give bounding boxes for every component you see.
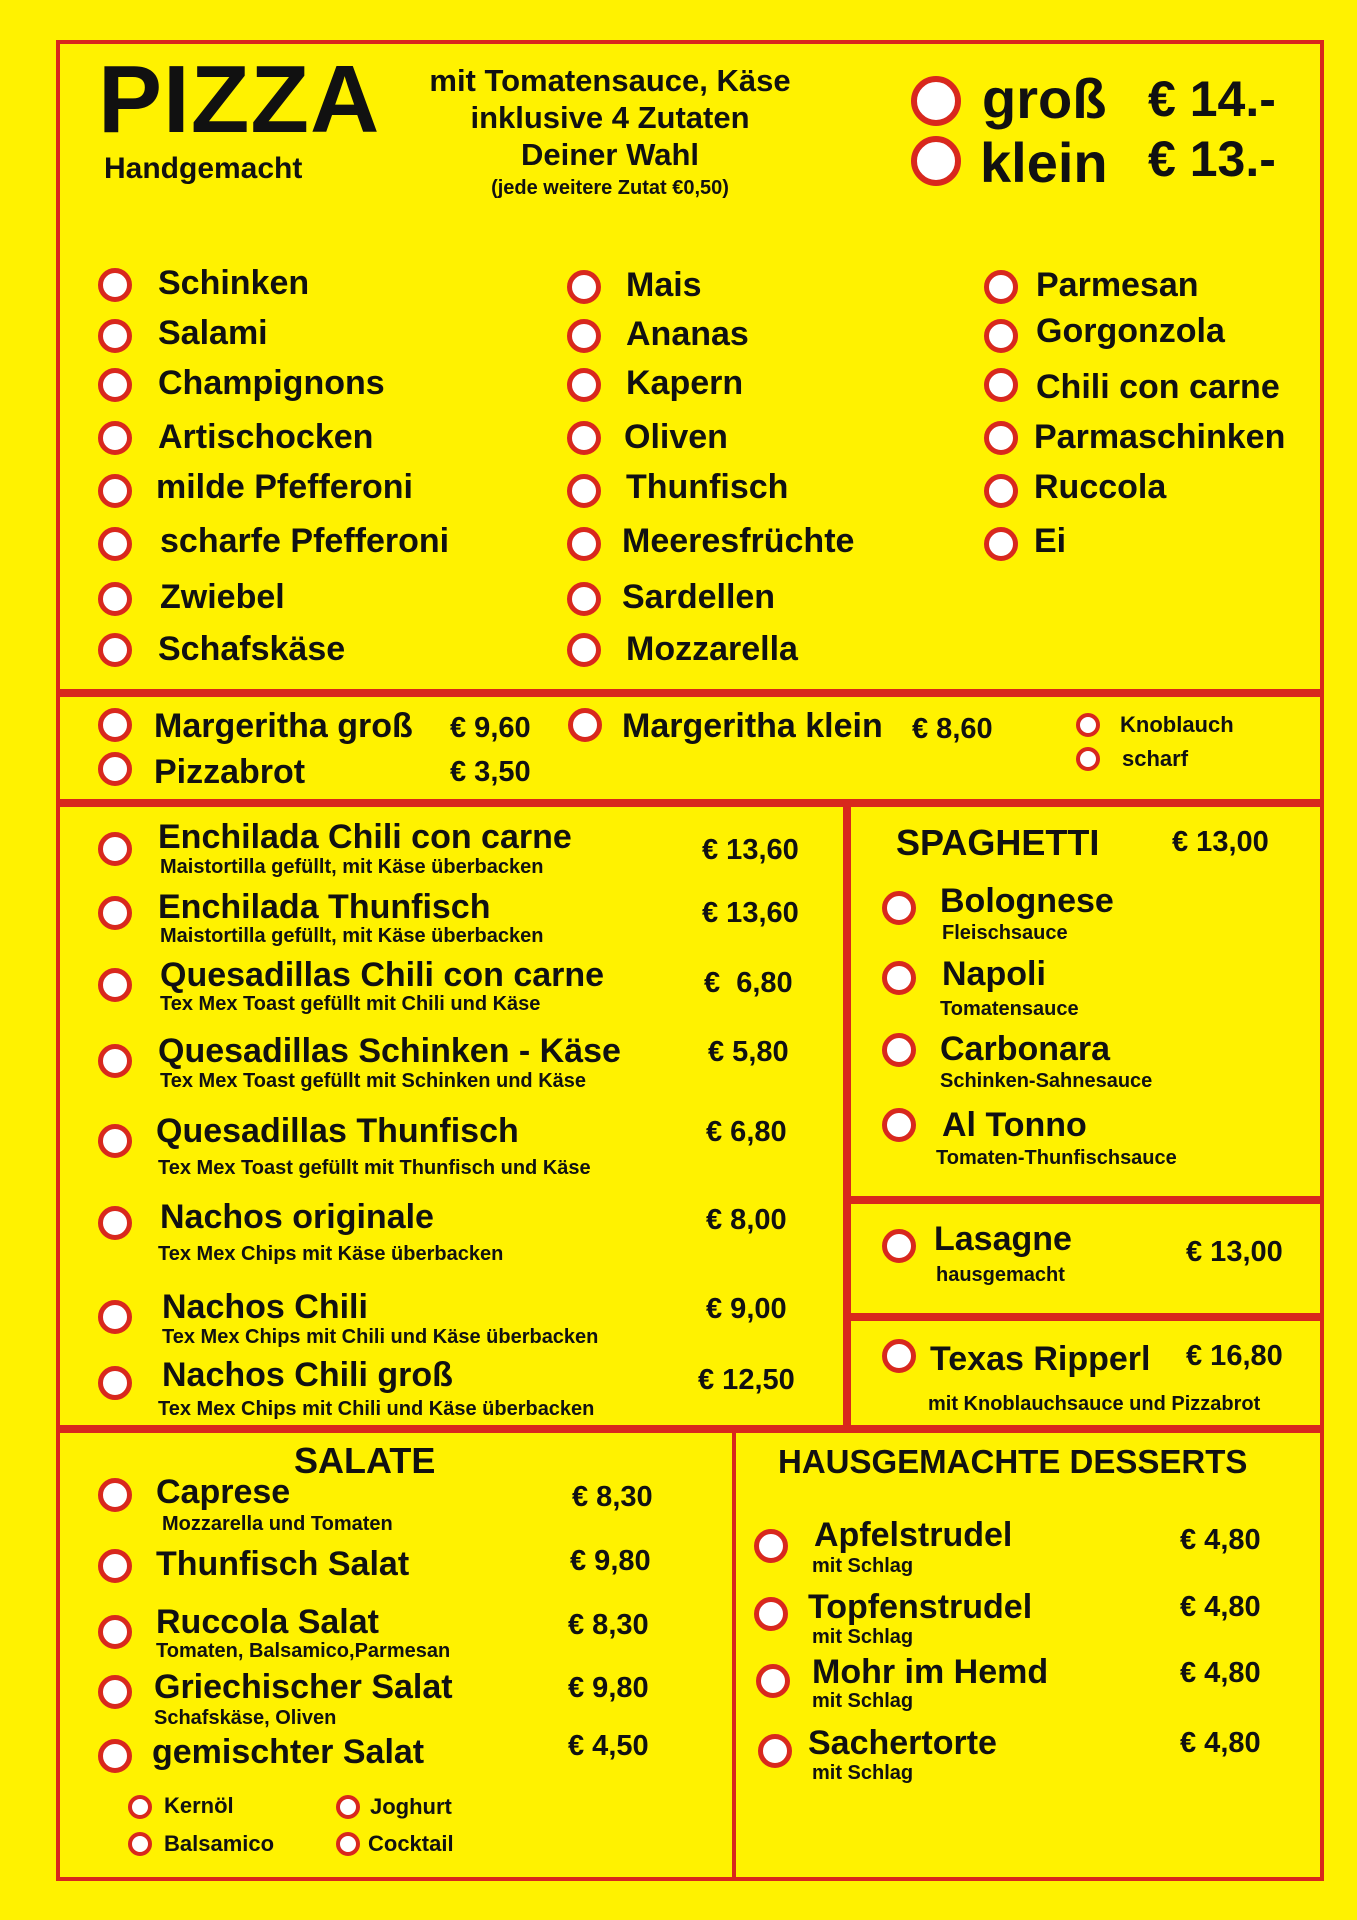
margeritha-gross-radio[interactable] — [98, 708, 132, 742]
topping-radio[interactable] — [567, 270, 601, 304]
lasagne-name: Lasagne — [934, 1220, 1072, 1258]
topping-label: scharfe Pfefferoni — [160, 522, 450, 560]
topping-label: Mais — [626, 266, 702, 304]
texmex-item-price: € 9,00 — [706, 1293, 787, 1325]
salate-title: SALATE — [294, 1440, 436, 1481]
option-label: scharf — [1122, 746, 1189, 771]
pizza-info-line: Deiner Wahl — [521, 137, 699, 172]
size-klein-radio[interactable] — [911, 136, 961, 186]
spaghetti-price: € 13,00 — [1172, 826, 1269, 858]
option-radio[interactable] — [1076, 713, 1100, 737]
topping-radio[interactable] — [98, 368, 132, 402]
spaghetti-radio[interactable] — [882, 1033, 916, 1067]
ripperl-desc: mit Knoblauchsauce und Pizzabrot — [928, 1393, 1261, 1415]
topping-label: Artischocken — [158, 418, 374, 456]
spaghetti-title: SPAGHETTI — [896, 822, 1100, 863]
texmex-item-name: Quesadillas Schinken - Käse — [158, 1032, 621, 1070]
topping-radio[interactable] — [984, 527, 1018, 561]
size-gross-label: groß — [982, 67, 1107, 130]
salat-radio[interactable] — [98, 1739, 132, 1773]
topping-radio[interactable] — [567, 633, 601, 667]
topping-label: Kapern — [626, 364, 744, 402]
texmex-item-desc: Maistortilla gefüllt, mit Käse überbacken — [160, 856, 544, 878]
basic-item-name: Margeritha groß — [154, 707, 413, 745]
texmex-item-name: Nachos originale — [160, 1198, 434, 1236]
size-gross-price: € 14.- — [1148, 71, 1276, 127]
size-gross-radio[interactable] — [911, 76, 961, 126]
margeritha-klein-radio[interactable] — [568, 708, 602, 742]
salat-radio[interactable] — [98, 1478, 132, 1512]
texmex-radio[interactable] — [98, 832, 132, 866]
texmex-radio[interactable] — [98, 1124, 132, 1158]
dessert-item-name: Mohr im Hemd — [812, 1653, 1049, 1691]
texmex-item-name: Quesadillas Chili con carne — [160, 956, 605, 994]
texmex-item-desc: Maistortilla gefüllt, mit Käse überbacken — [160, 925, 544, 947]
salat-item-desc: Mozzarella und Tomaten — [162, 1513, 393, 1535]
dressing-label: Cocktail — [368, 1831, 454, 1856]
topping-radio[interactable] — [98, 527, 132, 561]
dressing-radio[interactable] — [128, 1795, 152, 1819]
dessert-item-desc: mit Schlag — [812, 1626, 914, 1648]
size-klein-label: klein — [980, 131, 1108, 194]
topping-radio[interactable] — [567, 421, 601, 455]
texmex-item-price: € 6,80 — [706, 1116, 787, 1148]
basic-item-price: € 3,50 — [450, 756, 531, 788]
texmex-radio[interactable] — [98, 896, 132, 930]
spaghetti-radio[interactable] — [882, 891, 916, 925]
topping-label: Sardellen — [622, 578, 776, 616]
topping-radio[interactable] — [984, 319, 1018, 353]
topping-radio[interactable] — [984, 421, 1018, 455]
dessert-item-name: Apfelstrudel — [814, 1516, 1013, 1554]
dressing-radio[interactable] — [128, 1832, 152, 1856]
dessert-radio[interactable] — [754, 1529, 788, 1563]
texmex-item-price: € 5,80 — [708, 1036, 789, 1068]
topping-label: Parmaschinken — [1034, 418, 1286, 456]
texmex-radio[interactable] — [98, 968, 132, 1002]
salat-item-name: Caprese — [156, 1473, 291, 1511]
topping-label: Parmesan — [1036, 266, 1199, 304]
topping-label: Chili con carne — [1036, 368, 1280, 406]
dressing-label: Balsamico — [164, 1831, 275, 1856]
texmex-item-price: € 6,80 — [704, 967, 793, 999]
topping-radio[interactable] — [98, 421, 132, 455]
spaghetti-item-desc: Schinken-Sahnesauce — [940, 1070, 1153, 1092]
topping-radio[interactable] — [98, 268, 132, 302]
topping-label: Salami — [158, 314, 268, 352]
desserts-title: HAUSGEMACHTE DESSERTS — [778, 1443, 1248, 1480]
topping-label: Ananas — [626, 315, 749, 353]
texmex-item-desc: Tex Mex Chips mit Chili und Käse überbacken — [158, 1398, 595, 1420]
texmex-item-name: Quesadillas Thunfisch — [156, 1112, 519, 1150]
texmex-item-price: € 8,00 — [706, 1204, 787, 1236]
dessert-radio[interactable] — [758, 1734, 792, 1768]
texmex-radio[interactable] — [98, 1300, 132, 1334]
texmex-item-price: € 12,50 — [698, 1364, 795, 1396]
option-radio[interactable] — [1076, 747, 1100, 771]
topping-label: Thunfisch — [626, 468, 789, 506]
basic-item-name: Pizzabrot — [154, 753, 306, 791]
topping-radio[interactable] — [98, 319, 132, 353]
dressing-radio[interactable] — [336, 1832, 360, 1856]
ripperl-price: € 16,80 — [1186, 1340, 1283, 1372]
dessert-item-name: Sachertorte — [808, 1724, 997, 1762]
pizza-title: PIZZA — [98, 46, 381, 153]
dessert-item-name: Topfenstrudel — [808, 1588, 1033, 1626]
dessert-item-desc: mit Schlag — [812, 1555, 914, 1577]
topping-radio[interactable] — [567, 474, 601, 508]
topping-label: Champignons — [158, 364, 385, 402]
texmex-item-name: Nachos Chili — [162, 1288, 368, 1326]
dessert-item-price: € 4,80 — [1180, 1591, 1261, 1623]
spaghetti-item-desc: Fleischsauce — [942, 922, 1068, 944]
texmex-item-desc: Tex Mex Toast gefüllt mit Thunfisch und Käse — [158, 1157, 591, 1179]
texmex-item-desc: Tex Mex Chips mit Chili und Käse überbacken — [162, 1326, 599, 1348]
topping-radio[interactable] — [98, 633, 132, 667]
spaghetti-radio[interactable] — [882, 961, 916, 995]
salat-item-name: Griechischer Salat — [154, 1668, 453, 1706]
spaghetti-radio[interactable] — [882, 1108, 916, 1142]
size-klein-price: € 13.- — [1148, 131, 1276, 187]
topping-label: Mozzarella — [626, 630, 798, 668]
topping-radio[interactable] — [567, 582, 601, 616]
salat-item-name: gemischter Salat — [152, 1733, 425, 1771]
pizza-info — [420, 62, 800, 203]
salat-item-price: € 4,50 — [568, 1730, 649, 1762]
texmex-item-name: Enchilada Thunfisch — [158, 888, 491, 926]
texmex-item-desc: Tex Mex Chips mit Käse überbacken — [158, 1243, 504, 1265]
salat-item-name: Thunfisch Salat — [156, 1545, 410, 1583]
salat-item-price: € 9,80 — [570, 1545, 651, 1577]
spaghetti-item-desc: Tomaten-Thunfischsauce — [936, 1147, 1177, 1169]
spaghetti-item-name: Bolognese — [940, 882, 1114, 920]
topping-label: Schinken — [158, 264, 310, 302]
salat-item-desc: Schafskäse, Oliven — [154, 1707, 337, 1729]
pizza-info-line: mit Tomatensauce, Käse — [429, 63, 791, 98]
topping-label: Gorgonzola — [1036, 312, 1225, 350]
basic-item-price: € 8,60 — [912, 713, 993, 745]
spaghetti-item-name: Carbonara — [940, 1030, 1111, 1068]
dessert-item-price: € 4,80 — [1180, 1524, 1261, 1556]
texmex-item-desc: Tex Mex Toast gefüllt mit Schinken und Käse — [160, 1070, 587, 1092]
spaghetti-item-desc: Tomatensauce — [940, 998, 1079, 1020]
option-label: Knoblauch — [1120, 712, 1234, 737]
topping-radio[interactable] — [984, 368, 1018, 402]
dessert-item-price: € 4,80 — [1180, 1657, 1261, 1689]
pizza-info-line: inklusive 4 Zutaten — [470, 100, 750, 135]
lasagne-price: € 13,00 — [1186, 1236, 1283, 1268]
salat-item-name: Ruccola Salat — [156, 1603, 379, 1641]
topping-label: Schafskäse — [158, 630, 346, 668]
spaghetti-item-name: Al Tonno — [942, 1106, 1087, 1144]
topping-label: Meeresfrüchte — [622, 522, 855, 560]
topping-radio[interactable] — [984, 270, 1018, 304]
topping-label: Zwiebel — [160, 578, 285, 616]
topping-radio[interactable] — [98, 474, 132, 508]
salat-item-price: € 8,30 — [572, 1481, 653, 1513]
basic-item-name: Margeritha klein — [622, 707, 883, 745]
spaghetti-item-name: Napoli — [942, 955, 1046, 993]
pizzabrot-radio[interactable] — [98, 752, 132, 786]
topping-label: Oliven — [624, 418, 728, 456]
salat-item-price: € 9,80 — [568, 1672, 649, 1704]
topping-radio[interactable] — [567, 368, 601, 402]
salat-radio[interactable] — [98, 1675, 132, 1709]
dessert-item-desc: mit Schlag — [812, 1762, 914, 1784]
salat-item-price: € 8,30 — [568, 1609, 649, 1641]
dessert-item-price: € 4,80 — [1180, 1727, 1261, 1759]
topping-radio[interactable] — [98, 582, 132, 616]
topping-label: Ruccola — [1034, 468, 1167, 506]
topping-radio[interactable] — [984, 474, 1018, 508]
pizza-subtitle: Handgemacht — [104, 152, 303, 185]
salat-radio[interactable] — [98, 1549, 132, 1583]
texmex-radio[interactable] — [98, 1206, 132, 1240]
topping-label: milde Pfefferoni — [156, 468, 413, 506]
texmex-item-name: Nachos Chili groß — [162, 1356, 453, 1394]
dessert-radio[interactable] — [754, 1597, 788, 1631]
topping-radio[interactable] — [567, 319, 601, 353]
topping-label: Ei — [1034, 522, 1067, 560]
texmex-item-desc: Tex Mex Toast gefüllt mit Chili und Käse — [160, 993, 541, 1015]
ripperl-name: Texas Ripperl — [930, 1340, 1151, 1378]
dessert-radio[interactable] — [756, 1664, 790, 1698]
lasagne-desc: hausgemacht — [936, 1264, 1065, 1286]
salat-item-desc: Tomaten, Balsamico,Parmesan — [156, 1640, 451, 1662]
dressing-radio[interactable] — [336, 1795, 360, 1819]
texmex-item-name: Enchilada Chili con carne — [158, 818, 572, 856]
extra-topping-note: (jede weitere Zutat €0,50) — [491, 177, 729, 199]
basic-item-price: € 9,60 — [450, 712, 531, 744]
texmex-radio[interactable] — [98, 1044, 132, 1078]
dressing-label: Joghurt — [370, 1794, 452, 1819]
dressing-label: Kernöl — [164, 1793, 234, 1818]
texmex-item-price: € 13,60 — [702, 897, 799, 929]
topping-radio[interactable] — [567, 527, 601, 561]
salat-radio[interactable] — [98, 1615, 132, 1649]
texmex-item-price: € 13,60 — [702, 834, 799, 866]
texmex-radio[interactable] — [98, 1366, 132, 1400]
ripperl-radio[interactable] — [882, 1339, 916, 1373]
dessert-item-desc: mit Schlag — [812, 1690, 914, 1712]
lasagne-radio[interactable] — [882, 1229, 916, 1263]
